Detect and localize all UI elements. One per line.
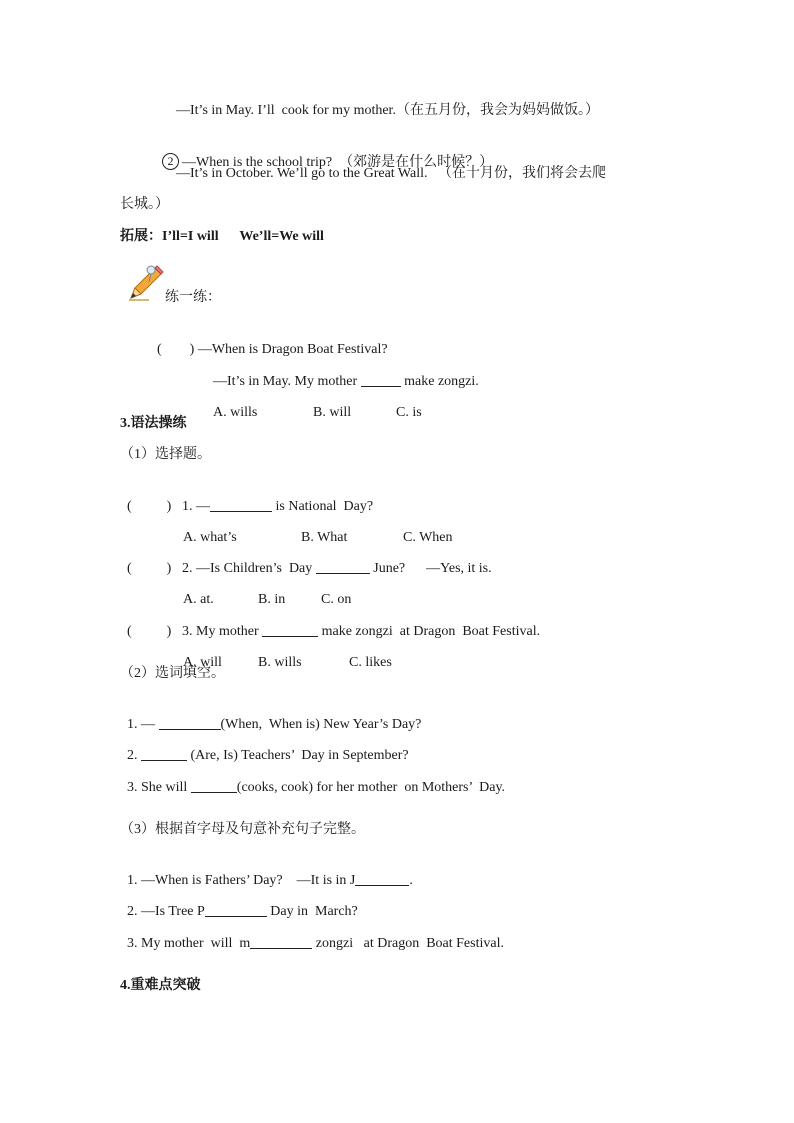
answer-paren[interactable]: ( ) xyxy=(127,624,172,639)
fill-blank[interactable] xyxy=(250,934,312,949)
q1-post: is National Day? xyxy=(275,499,374,514)
sentence-1-pre: 1. —When is Fathers’ Day? —It is in J xyxy=(127,873,356,888)
fill-1-post: (When, When is) New Year’s Day? xyxy=(220,717,422,732)
q1-pre: 1. — xyxy=(182,499,210,514)
fill-3-pre: 3. She will xyxy=(127,780,188,795)
ex2-question-text: —When is the school trip? （郊游是在什么时候？） xyxy=(182,155,494,170)
section4-title: 4.重难点突破 xyxy=(120,978,201,993)
option-a[interactable]: A. wills xyxy=(213,405,258,420)
ex1-answer: —It’s in May. I’ll cook for my mother.（在五月份，我会为妈妈做饭。） xyxy=(176,103,599,118)
sentence-3-pre: 3. My mother will m xyxy=(127,936,251,951)
option-c[interactable]: C. is xyxy=(396,405,422,420)
section3-title: 3.语法操练 xyxy=(120,416,187,431)
answer-paren[interactable]: ( ) xyxy=(157,342,195,357)
expand-note: 拓展：I’ll=I will We’ll=We will xyxy=(120,229,324,244)
fill-3-post: (cooks, cook) for her mother on Mothers’ Day. xyxy=(236,780,506,795)
answer-paren[interactable]: ( ) xyxy=(127,499,172,514)
sentence-2-post: Day in March? xyxy=(270,904,358,919)
part2-title: （2）选词填空。 xyxy=(120,666,225,681)
fill-blank[interactable] xyxy=(191,778,237,793)
fill-2-pre: 2. xyxy=(127,748,138,763)
part1-title: （1）选择题。 xyxy=(120,447,211,462)
sentence-3 xyxy=(120,914,504,954)
ex2-answer-cont: 长城。） xyxy=(120,197,169,212)
part3-title: （3）根据首字母及句意补充句子完整。 xyxy=(120,822,365,837)
pencil-icon xyxy=(125,262,165,302)
sentence-3-post: zongzi at Dragon Boat Festival. xyxy=(315,936,504,951)
practice-answer-post: make zongzi. xyxy=(404,374,479,389)
fill-blank[interactable] xyxy=(355,871,409,886)
ex2-answer: —It’s in October. We’ll go to the Great Wall. （在十月份，我们将会去爬 xyxy=(176,166,607,181)
q2-pre: 2. —Is Children’s Day xyxy=(182,561,313,576)
q2-post: June? —Yes, it is. xyxy=(373,561,492,576)
option-b[interactable]: B. wills xyxy=(258,655,302,670)
q3-pre: 3. My mother xyxy=(182,624,259,639)
option-a[interactable]: A. what’s xyxy=(183,530,237,545)
option-b[interactable]: B. in xyxy=(258,592,286,607)
answer-paren[interactable]: ( ) xyxy=(127,561,172,576)
fill-2-post: (Are, Is) Teachers’ Day in September? xyxy=(190,748,409,763)
option-b[interactable]: B. What xyxy=(301,530,348,545)
fill-3 xyxy=(120,758,505,798)
option-c[interactable]: C. likes xyxy=(349,655,392,670)
practice-label: 练一练： xyxy=(165,290,221,305)
circled-number: 2 xyxy=(162,153,179,170)
sentence-1-post: . xyxy=(409,873,413,888)
option-a[interactable]: A. will xyxy=(183,655,222,670)
fill-1-pre: 1. — xyxy=(127,717,155,732)
sentence-2-pre: 2. —Is Tree P xyxy=(127,904,205,919)
practice-question-text: —When is Dragon Boat Festival? xyxy=(197,342,388,357)
practice-answer-pre: —It’s in May. My mother xyxy=(213,374,358,389)
q3-post: make zongzi at Dragon Boat Festival. xyxy=(321,624,541,639)
option-c[interactable]: C. When xyxy=(403,530,453,545)
option-b[interactable]: B. will xyxy=(313,405,352,420)
option-a[interactable]: A. at. xyxy=(183,592,214,607)
practice-options xyxy=(206,383,422,423)
option-c[interactable]: C. on xyxy=(321,592,352,607)
